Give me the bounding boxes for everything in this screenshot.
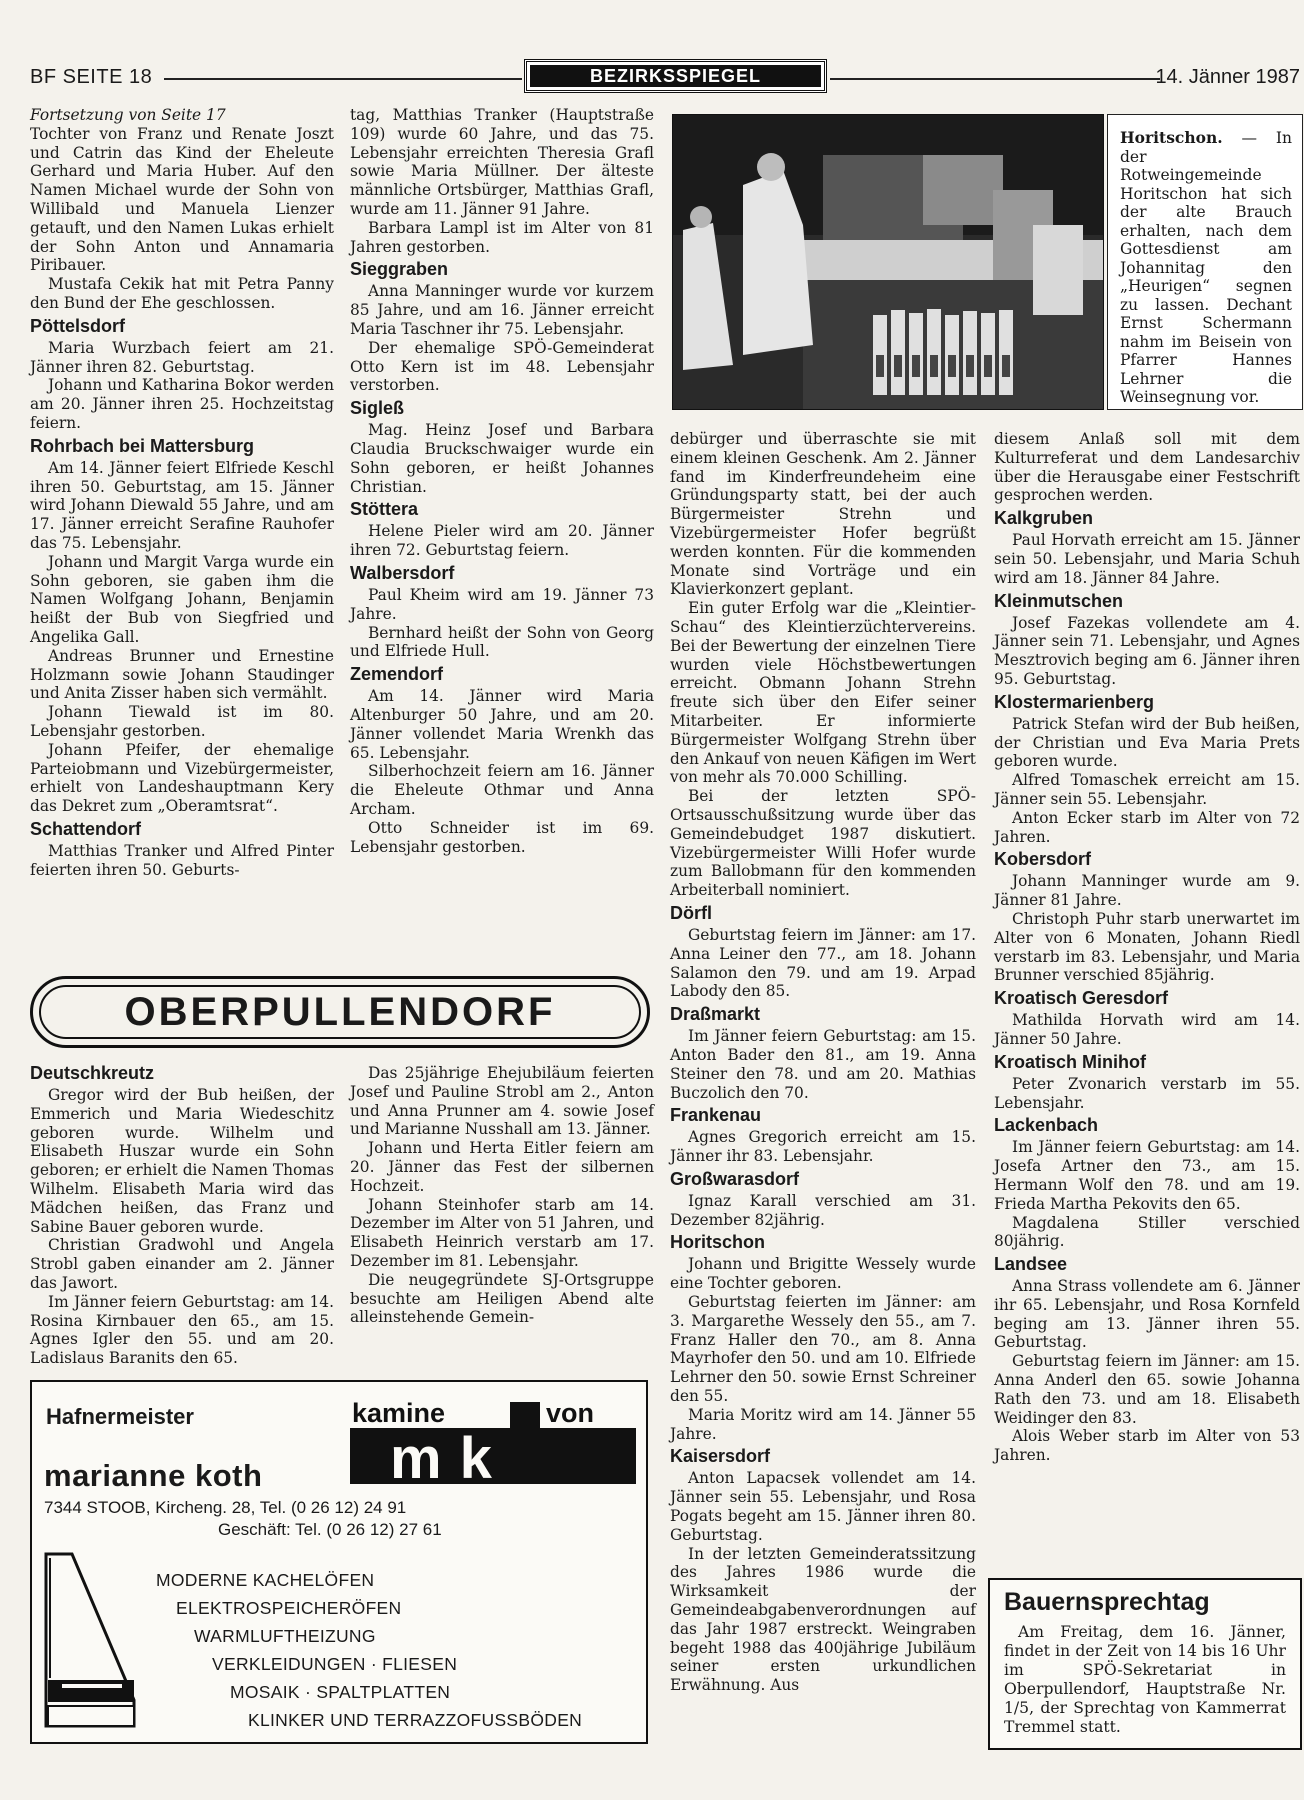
paragraph: Geburtstag feiern im Jänner: am 15. Anna Anderl den 65. sowie Johanna Rath den 73. und am 18. Elisabeth Weidinger den 83.: [994, 1352, 1300, 1427]
wine-blessing-photo: [672, 114, 1104, 410]
paragraph: debürger und überraschte sie mit einem kleinen Geschenk. Am 2. Jänner fand im Kinderfreundeheim eine Gründungsparty statt, bei der auch Bürgermeister Strehn und Vizebürgermeister Hofer begrüßt werden konnten. Für die kommenden Monate sind Vorträge und ein Klavierkonzert geplant.: [670, 430, 976, 599]
logo-von: von: [546, 1398, 595, 1428]
paragraph: Das 25jährige Ehejubiläum feierten Josef und Pauline Strobl am 2., Anton und Anna Prunner am 4. sowie Josef und Marianne Nusshall am 13. Jänner.: [350, 1064, 654, 1139]
logo-notch: [510, 1402, 540, 1428]
heading-walbersdorf: Walbersdorf: [350, 562, 455, 583]
column-3: [670, 430, 976, 1695]
photo-illustration: [673, 115, 1104, 410]
photo-caption: [1107, 114, 1303, 410]
heading-klostermarienberg: Klostermarienberg: [994, 691, 1155, 712]
paragraph: Im Jänner feiern Geburtstag: am 14. Josefa Artner den 73., am 15. Hermann Wolf den 78. und am 19. Frieda Martha Pekovits den 65.: [994, 1138, 1300, 1213]
paragraph: Agnes Gregorich erreicht am 15. Jänner ihr 83. Lebensjahr.: [670, 1128, 976, 1166]
page-header: [30, 64, 1300, 94]
district-title: OBERPULLENDORF: [124, 989, 556, 1034]
paragraph: Am 14. Jänner feiert Elfriede Keschl ihren 50. Geburtstag, am 15. Jänner wird Johann Diewald 55 Jahre, und am 17. Jänner erreicht Serafine Rauhofer das 75. Lebensjahr.: [30, 458, 334, 552]
paragraph: Johann und Brigitte Wessely wurde eine Tochter geboren.: [670, 1255, 976, 1293]
heading-deutschkreutz: Deutschkreutz: [30, 1063, 155, 1083]
paragraph: Anton Lapacsek vollendet am 14. Jänner sein 55. Lebensjahr, und Rosa Pogats begeht am 15. Jänner ihren 80. Geburtstag.: [670, 1469, 976, 1544]
paragraph: Bei der letzten SPÖ-Ortsausschußsitzung wurde über das Gemeindebudget 1987 diskutiert. Vizebürgermeister Willi Hofer wurde zum Ballobmann für den kommenden Arbeiterball nominiert.: [670, 787, 976, 900]
ad-address: 7344 STOOB, Kircheng. 28, Tel. (0 26 12) 24 91: [44, 1498, 407, 1517]
bauernsprechtag-title: Bauernsprechtag: [1004, 1588, 1210, 1616]
paragraph: Im Jänner feiern Geburtstag: am 14. Rosina Kirnbauer den 65., am 15. Agnes Igler den 55. und am 20. Ladislaus Baranits den 65.: [30, 1292, 334, 1368]
heading-kalkgruben: Kalkgruben: [994, 508, 1094, 529]
heading-sigless: Sigleß: [350, 398, 405, 419]
header-rule-right: [830, 78, 1160, 80]
paragraph: Peter Zvonarich verstarb im 55. Lebensjahr.: [994, 1074, 1300, 1112]
district-banner: [30, 976, 650, 1048]
paragraph: Christoph Puhr starb unerwartet im Alter von 6 Monaten, Johann Riedl verstarb im 83. Lebensjahr, und Maria Brunner verschied 85jährig.: [994, 909, 1300, 985]
paragraph: Josef Fazekas vollendete am 4. Jänner sein 71. Lebensjahr, und Agnes Mesztrovich beging am 6. Jänner ihren 95. Geburtstag.: [994, 613, 1300, 688]
paragraph: diesem Anlaß soll mit dem Kulturreferat und dem Landesarchiv über die Herausgabe einer Festschrift gesprochen werden.: [994, 430, 1300, 505]
paragraph: Johann und Herta Eitler feiern am 20. Jänner das Fest der silbernen Hochzeit.: [350, 1139, 654, 1195]
caption-place: Horitschon.: [1120, 128, 1223, 147]
column-2: [350, 106, 654, 856]
heading-stoettera: Stöttera: [350, 499, 419, 520]
heading-landsee: Landsee: [994, 1254, 1068, 1275]
column-6: [350, 1064, 654, 1327]
paragraph: Geburtstag feierten im Jänner: am 3. Margarethe Wessely den 55., am 7. Franz Haller den 70., am 8. Anna Mayrhofer den 50. und am 10. Elfriede Lehrner den 50. sowie Ernst Schreiner den 55.: [670, 1293, 976, 1406]
section-title: BEZIRKSSPIEGEL: [530, 65, 821, 87]
paragraph: Johann Tiewald ist im 80. Lebensjahr gestorben.: [30, 703, 334, 740]
ad-service-1: MODERNE KACHELÖFEN: [156, 1570, 375, 1590]
paragraph: Andreas Brunner und Ernestine Holzmann sowie Johann Staudinger und Anita Zisser haben sich vermählt.: [30, 646, 334, 703]
bauernsprechtag-text: Am Freitag, dem 16. Jänner, findet in der Zeit von 14 bis 16 Uhr im SPÖ-Sekretariat in Oberpullendorf, Hauptstraße Nr. 1/5, der Sprechtag von Kammerrat Tremmel statt.: [1004, 1623, 1286, 1736]
heading-sieggraben: Sieggraben: [350, 259, 449, 280]
heading-kaisersdorf: Kaisersdorf: [670, 1446, 771, 1467]
heading-drassmarkt: Draßmarkt: [670, 1004, 761, 1025]
district-banner-inner: [39, 985, 641, 1039]
paragraph: Maria Wurzbach feiert am 21. Jänner ihren 82. Geburtstag.: [30, 338, 334, 376]
paragraph: Helene Pieler wird am 20. Jänner ihren 72. Geburtstag feiern.: [350, 522, 654, 560]
paragraph: Maria Moritz wird am 14. Jänner 55 Jahre.: [670, 1405, 976, 1443]
paragraph: Paul Horvath erreicht am 15. Jänner sein 50. Lebensjahr, und Maria Schuh wird am 18. Jänner 84 Jahre.: [994, 531, 1300, 587]
paragraph: Anna Manninger wurde vor kurzem 85 Jahre, und am 16. Jänner erreicht Maria Taschner ihr 75. Lebensjahr.: [350, 282, 654, 338]
ad-service-6: KLINKER UND TERRAZZOFUSSBÖDEN: [248, 1710, 583, 1730]
paragraph: Ignaz Karall verschied am 31. Dezember 82jährig.: [670, 1191, 976, 1229]
heading-kroatisch-geresdorf: Kroatisch Geresdorf: [994, 988, 1169, 1009]
paragraph: Christian Gradwohl und Angela Strobl gaben einander am 2. Jänner das Jawort.: [30, 1236, 334, 1292]
paragraph: Im Jänner feiern Geburtstag: am 15. Anton Bader den 81., am 19. Anna Steiner den 78. und am 20. Mathias Buczolich den 70.: [670, 1027, 976, 1102]
paragraph: Barbara Lampl ist im Alter von 81 Jahren gestorben.: [350, 218, 654, 256]
paragraph: Mag. Heinz Josef und Barbara Claudia Bruckschwaiger wurde ein Sohn geboren, er heißt Johannes Christian.: [350, 421, 654, 496]
ad-service-2: ELEKTROSPEICHERÖFEN: [176, 1598, 402, 1618]
logo-mk: mk: [390, 1426, 510, 1484]
paragraph: Tochter von Franz und Renate Joszt und Catrin das Kind der Eheleute Gerhard und Maria Huber. Auf den Namen Michael wurde der Sohn von Willibald und Manuela Lienzer getauft, und den Namen Lukas erhielt der Sohn Anton und Annamaria Piribauer.: [30, 124, 334, 275]
paragraph: Matthias Tranker und Alfred Pinter feierten ihren 50. Geburts-: [30, 841, 334, 879]
ad-service-4: VERKLEIDUNGEN · FLIESEN: [212, 1654, 458, 1674]
paragraph: Der ehemalige SPÖ-Gemeinderat Otto Kern ist im 48. Lebensjahr verstorben.: [350, 338, 654, 395]
ad-service-5: MOSAIK · SPALTPLATTEN: [230, 1682, 451, 1702]
heading-grosswarasdorf: Großwarasdorf: [670, 1168, 800, 1189]
paragraph: Johann und Katharina Bokor werden am 20. Jänner ihren 25. Hochzeitstag feiern.: [30, 376, 334, 432]
paragraph: Mathilda Horvath wird am 14. Jänner 50 Jahre.: [994, 1011, 1300, 1048]
paragraph: Gregor wird der Bub heißen, der Emmerich und Maria Wiedeschitz geboren wurde. Wilhelm und Elisabeth Huszar wurde ein Sohn geboren; er erhielt die Namen Thomas Wilhelm. Elisabeth Maria wird das Mädchen heißen, das Franz und Sabine Bauer geboren wurde.: [30, 1086, 334, 1236]
paragraph: Magdalena Stiller verschied 80jährig.: [994, 1213, 1300, 1251]
caption-text: — In der Rotweingemeinde Horitschon hat sich der alte Brauch erhalten, nach dem Gottesdienst am Johannitag den „Heurigen“ segnen zu lassen. Dechant Ernst Schermann nahm im Beisein von Pfarrer Hannes Lehrner die Weinsegnung vor.: [1120, 129, 1292, 406]
ad-business-phone: Geschäft: Tel. (0 26 12) 27 61: [218, 1520, 442, 1539]
paragraph: tag, Matthias Tranker (Hauptstraße 109) wurde 60 Jahre, und das 75. Lebensjahr erreichten Theresia Grafl sowie Maria Müllner. Der älteste männliche Ortsbürger, Matthias Grafl, wurde am 11. Jänner 91 Jahre.: [350, 106, 654, 218]
header-rule-left: [164, 78, 522, 80]
paragraph: Johann Steinhofer starb am 14. Dezember im Alter von 51 Jahren, und Elisabeth Heinrich verstarb am 17. Dezember im 81. Lebensjahr.: [350, 1195, 654, 1270]
ad-title: Hafnermeister: [46, 1404, 194, 1429]
ad-name: marianne koth: [44, 1458, 263, 1493]
paragraph: Johann Manninger wurde am 9. Jänner 81 Jahre.: [994, 872, 1300, 910]
paragraph: Otto Schneider ist im 69. Lebensjahr gestorben.: [350, 818, 654, 856]
heading-doerfl: Dörfl: [670, 902, 712, 923]
paragraph: Patrick Stefan wird der Bub heißen, der Christian und Eva Maria Prets geboren wurde.: [994, 714, 1300, 771]
paragraph: Anna Strass vollendete am 6. Jänner ihr 65. Lebensjahr, und Rosa Kornfeld beging am 13. Jänner ihren 55. Geburtstag.: [994, 1277, 1300, 1352]
heading-kobersdorf: Kobersdorf: [994, 849, 1092, 870]
paragraph: Alfred Tomaschek erreicht am 15. Jänner sein 55. Lebensjahr.: [994, 771, 1300, 808]
heading-frankenau: Frankenau: [670, 1105, 762, 1126]
paragraph: Ein guter Erfolg war die „Kleintier-Schau“ des Kleintierzüchtervereins. Bei der Bewertung der einzelnen Tiere wurden viele Höchstbewertungen erreicht. Obmann Johann Strehn freute sich über den Eifer seiner Mitarbeiter. Er informierte Bürgermeister Wolfgang Strehn über den Ankauf von neuen Käfigen im Wert von mehr als 70.000 Schilling.: [670, 599, 976, 787]
paragraph: Alois Weber starb im Alter von 53 Jahren.: [994, 1427, 1300, 1465]
paragraph: Die neugegründete SJ-Ortsgruppe besuchte am Heiligen Abend alte alleinstehende Gemein-: [350, 1270, 654, 1327]
column-4: [994, 430, 1300, 1465]
logo-kamine: kamine: [352, 1398, 446, 1428]
paragraph: Geburtstag feiern im Jänner: am 17. Anna Leiner den 77., am 18. Johann Salamon den 79. und am 19. Arpad Labody den 85.: [670, 925, 976, 1001]
section-title-box: [524, 59, 827, 93]
paragraph: Anton Ecker starb im Alter von 72 Jahren.: [994, 808, 1300, 846]
ad-service-3: WARMLUFTHEIZUNG: [194, 1626, 376, 1646]
advertisement-koth: [30, 1380, 648, 1744]
bauernsprechtag-box: [988, 1578, 1302, 1750]
page-number: BF SEITE 18: [30, 66, 153, 88]
kamine-logo: [350, 1398, 636, 1484]
heading-horitschon: Horitschon: [670, 1232, 766, 1253]
heading-schattendorf: Schattendorf: [30, 818, 142, 839]
heading-kroatisch-minihof: Kroatisch Minihof: [994, 1051, 1146, 1072]
paragraph: Am 14. Jänner wird Maria Altenburger 50 Jahre, und am 20. Jänner vollendet Maria Wrenkh das 65. Lebensjahr.: [350, 687, 654, 762]
continued-note: Fortsetzung von Seite 17: [30, 106, 226, 124]
paragraph: Bernhard heißt der Sohn von Georg und Elfriede Hull.: [350, 623, 654, 661]
issue-date: 14. Jänner 1987: [1155, 66, 1300, 88]
column-1: [30, 106, 334, 879]
paragraph: Paul Kheim wird am 19. Jänner 73 Jahre.: [350, 585, 654, 623]
paragraph: Silberhochzeit feiern am 16. Jänner die Eheleute Othmar und Anna Archam.: [350, 762, 654, 818]
heading-zemendorf: Zemendorf: [350, 664, 444, 685]
heading-rohrbach: Rohrbach bei Mattersburg: [30, 435, 255, 456]
stove-icon: [42, 1550, 152, 1730]
paragraph: Johann Pfeifer, der ehemalige Parteiobmann und Vizebürgermeister, erhielt von Landeshauptmann Kery das Dekret zum „Oberamtsrat“.: [30, 740, 334, 816]
column-5: [30, 1060, 334, 1368]
heading-lackenbach: Lackenbach: [994, 1115, 1099, 1136]
paragraph: In der letzten Gemeinderatssitzung des Jahres 1986 wurde die Wirksamkeit der Gemeindeabgabenverordnungen auf das Jahr 1987 erstreckt. Weingraben begeht 1988 das 400jährige Jubiläum seiner ersten urkundlichen Erwähnung. Aus: [670, 1544, 976, 1695]
heading-poettelsdorf: Pöttelsdorf: [30, 315, 126, 336]
heading-kleinmutschen: Kleinmutschen: [994, 590, 1124, 611]
paragraph: Mustafa Cekik hat mit Petra Panny den Bund der Ehe geschlossen.: [30, 275, 334, 312]
paragraph: Johann und Margit Varga wurde ein Sohn geboren, sie gaben ihm die Namen Wolfgang Johann, Benjamin heißt der Bub von Siegfried und Angelika Gall.: [30, 552, 334, 646]
